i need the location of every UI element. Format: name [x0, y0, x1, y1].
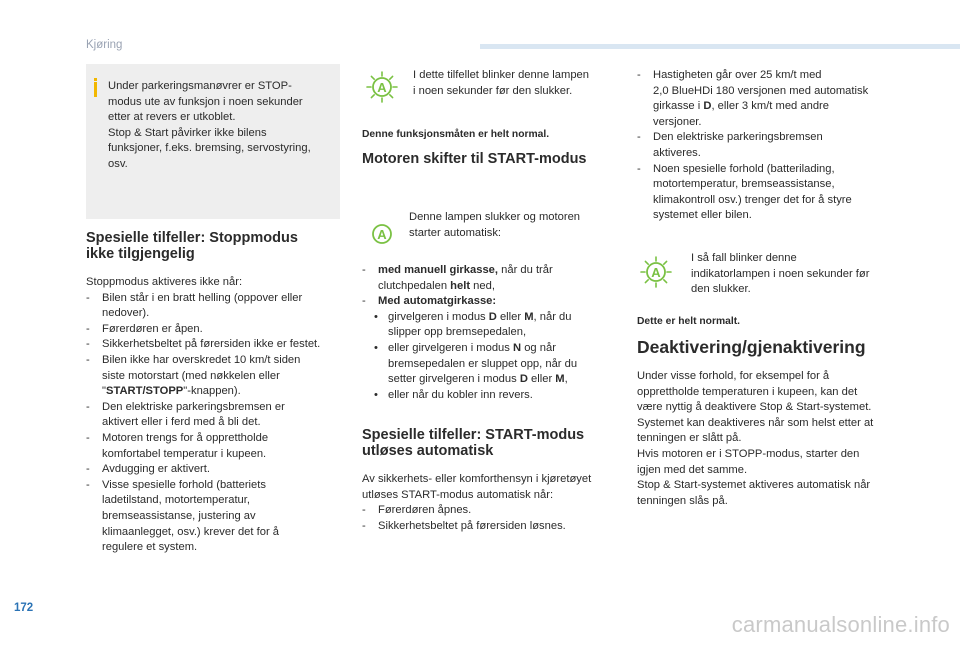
auto-start-heading: Spesielle tilfeller: START-modus utløses automatisk	[362, 427, 585, 459]
info-note-text	[108, 79, 333, 173]
list-item: - Førerdøren åpnes.	[362, 504, 472, 517]
info-icon	[94, 82, 97, 97]
auto-stop-start-lamp-icon	[366, 218, 398, 250]
auto-start-list-continued	[637, 68, 899, 224]
auto-stop-start-lamp-flashing-icon	[640, 256, 672, 288]
list-item: - Avdugging er aktivert.	[86, 463, 211, 476]
info-icon-dot	[94, 78, 97, 81]
auto-start-list: Av sikkerhets- eller komforthensyn i kjøretøyet utløses START-modus automatisk når: - Førerdøren åpnes. - Sikkerhetsbeltet på førersiden løsnes.	[362, 472, 624, 534]
heading-line: Spesielle tilfeller: Stoppmodus	[86, 230, 298, 246]
sub-list-item: • eller girvelgeren i modus N og når bremsepedalen er sluppet opp, når du setter girvelgeren i modus D eller M,	[374, 341, 578, 386]
list-item: - Motoren trengs for å opprettholde komfortabel temperatur i kupeen.	[86, 431, 269, 460]
svg-text:A: A	[377, 226, 387, 242]
list-item: - Bilen står i en bratt helling (oppover eller nedover).	[86, 291, 303, 320]
auto-stop-start-lamp-flashing-icon	[366, 71, 398, 103]
list-item: - Sikkerhetsbeltet på førersiden ikke er festet.	[86, 338, 321, 351]
stop-mode-list	[86, 275, 348, 556]
normal-note: Dette er helt normalt.	[637, 316, 740, 327]
svg-text:A: A	[651, 264, 661, 280]
section-tab-bar	[480, 44, 960, 49]
lamp-off-description: Denne lampen slukker og motoren starter automatisk:	[409, 211, 581, 239]
deactivation-body: Under visse forhold, for eksempel for å opprettholde temperaturen i kupeen, kan det være nyttig å deaktivere Stop & Start-systemet. Systemet kan deaktiveres når som helst etter at tenningen er slått på. Hvis motoren er i STOPP-modus, starter den igjen med det samme. Stop & Start-systemet aktiveres automatisk når tenningen slås på.	[637, 370, 874, 507]
sub-list-item: • girvelgeren i modus D eller M, når du slipper opp bremsepedalen,	[374, 310, 572, 339]
page-number: 172	[14, 602, 34, 614]
list-item: - Noen spesielle forhold (batterilading, motortemperatur, bremseassistanse, klimakontroll osv.) trenger det for å styre systemet eller bilen.	[637, 162, 852, 222]
deactivation-heading: Deaktivering/gjenaktivering	[637, 337, 866, 357]
lamp-description: I dette tilfellet blinker denne lampen i noen sekunder før den slukker.	[413, 69, 590, 97]
start-mode-heading: Motoren skifter til START-modus	[362, 151, 587, 167]
list-item: - Med automatgirkasse:	[362, 295, 497, 308]
info-line: funksjoner, f.eks. bremsing, servostyring,	[108, 142, 311, 155]
list-item: - med manuell girkasse, når du trår clutchpedalen helt ned,	[362, 264, 553, 292]
start-conditions-list	[362, 263, 624, 403]
list-item: - Sikkerhetsbeltet på førersiden løsnes.	[362, 519, 566, 532]
sub-list-item: • eller når du kobler inn revers.	[374, 388, 533, 401]
info-line: osv.	[108, 157, 128, 170]
list-item: - Visse spesielle forhold (batteriets ladetilstand, motortemperatur, bremseassistanse, justering av klimaanlegget, osv.) krever det for å regulere et system.	[86, 478, 280, 554]
heading-line: ikke tilgjengelig	[86, 245, 195, 262]
list-item: - Hastigheten går over 25 km/t med 2,0 BlueHDi 180 versjonen med automatisk girkasse i D, eller 3 km/t med andre versjoner.	[637, 69, 869, 128]
svg-text:A: A	[377, 79, 387, 95]
list-item: - Bilen ikke har overskredet 10 km/t siden siste motorstart (med nøkkelen eller "START/STOPP"-knappen).	[86, 353, 301, 398]
info-line: modus ute av funksjon i noen sekunder	[108, 95, 303, 108]
lamp-flash-description: I så fall blinker denne indikatorlampen i noen sekunder før den slukker.	[691, 252, 870, 296]
list-item: - Førerdøren er åpen.	[86, 322, 203, 335]
info-line: etter at revers er utkoblet.	[108, 111, 236, 124]
info-line: Under parkeringsmanøvrer er STOP-	[108, 80, 292, 92]
list-item: - Den elektriske parkeringsbremsen aktiveres.	[637, 131, 823, 159]
info-line: Stop & Start påvirker ikke bilens	[108, 126, 267, 139]
stop-mode-heading	[86, 231, 346, 262]
normal-note: Denne funksjonsmåten er helt normal.	[362, 129, 550, 140]
watermark-text: carmanualsonline.info	[731, 612, 950, 637]
list-intro: Stoppmodus aktiveres ikke når:	[86, 276, 243, 288]
info-note-box	[86, 64, 340, 219]
list-item: - Den elektriske parkeringsbremsen er aktivert eller i ferd med å bli det.	[86, 400, 285, 429]
section-title: Kjøring	[86, 39, 123, 51]
